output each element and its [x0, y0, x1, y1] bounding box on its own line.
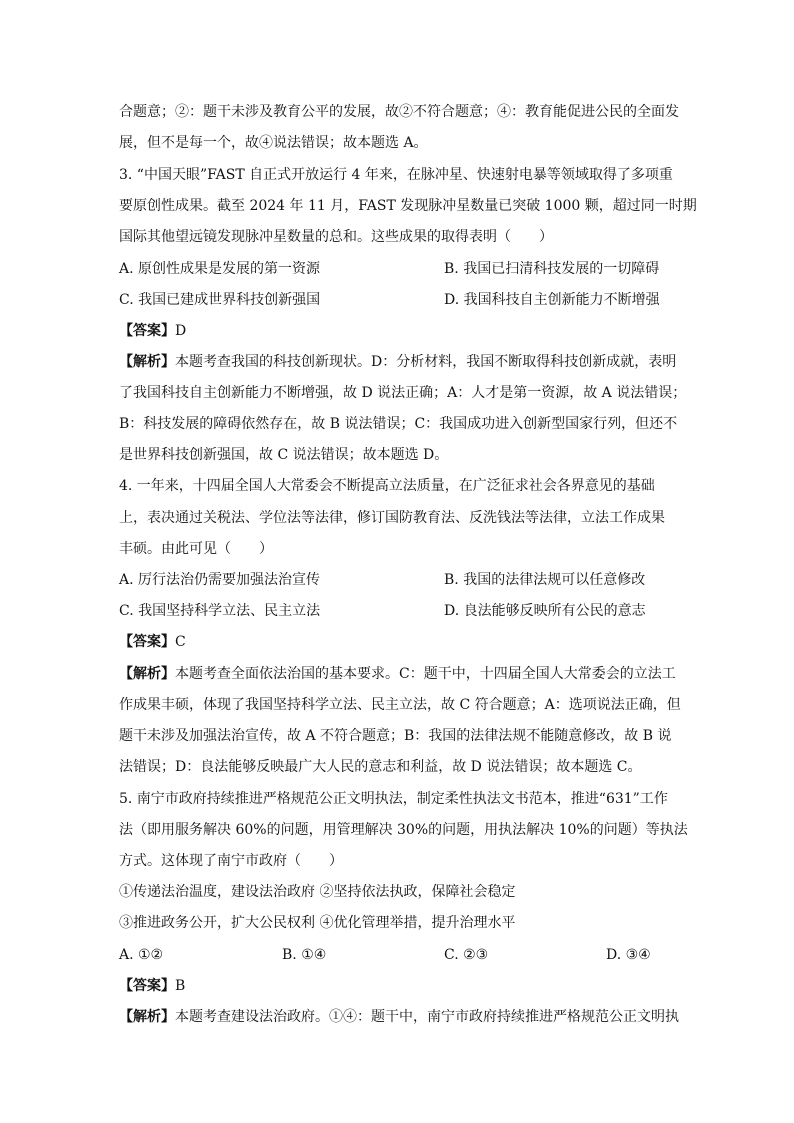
analysis-text: 本题考查建设法治政府。①④：题干中，南宁市政府持续推进严格规范公正文明执: [175, 1009, 679, 1025]
prev-analysis-line-1: 合题意；②：题干未涉及教育公平的发展，故②不符合题意；④：教育能促进公民的全面发: [119, 104, 679, 120]
q5-option-d: D. ③④: [606, 947, 651, 963]
answer-value: C: [175, 634, 186, 650]
prev-analysis-line-2: 展，但不是每一个，故④说法错误；故本题选 A。: [119, 135, 428, 151]
q3-option-a: A. 原创性成果是发展的第一资源: [119, 261, 321, 277]
q5-analysis-line-1: [119, 1008, 679, 1026]
q5-statement-line-2: ③推进政务公开，扩大公民权利 ④优化管理举措，提升治理水平: [119, 915, 516, 931]
answer-label: 【答案】: [119, 634, 175, 650]
q3-analysis-line-4: 是世界科技创新强国，故 C 说法错误；故本题选 D。: [119, 447, 449, 463]
q4-stem-line-3: 丰硕。由此可见（ ）: [119, 541, 273, 557]
q5-answer: [119, 977, 185, 995]
answer-label: 【答案】: [119, 323, 175, 339]
q3-analysis-line-3: B：科技发展的障碍依然存在，故 B 说法错误；C：我国成功进入创新型国家行列，但还不: [119, 416, 678, 432]
answer-value: B: [175, 978, 186, 994]
q4-stem-line-2: 上，表决通过关税法、学位法等法律，修订国防教育法、反洗钱法等法律，立法工作成果: [119, 510, 665, 526]
q3-stem-line-3: 国际其他望远镜发现脉冲星数量的总和。这些成果的取得表明（ ）: [119, 229, 553, 245]
q3-option-c: C. 我国已建成世界科技创新强国: [119, 292, 321, 308]
q4-option-c: C. 我国坚持科学立法、民主立法: [119, 603, 321, 619]
q4-analysis-line-3: 题干未涉及加强法治宣传，故 A 不符合题意；B：我国的法律法规不能随意修改，故 B 说: [119, 728, 672, 744]
q3-analysis-line-1: [119, 353, 676, 371]
q3-analysis-line-2: 了我国科技自主创新能力不断增强，故 D 说法正确；A：人才是第一资源，故 A 说法错误；: [119, 385, 687, 401]
q4-analysis-line-4: 法错误；D：良法能够反映最广大人民的意志和利益，故 D 说法错误；故本题选 C。: [119, 759, 642, 775]
q5-option-b: B. ①④: [282, 947, 327, 963]
q4-analysis-line-2: 作成果丰硕，体现了我国坚持科学立法、民主立法，故 C 符合题意；A：选项说法正确，但: [119, 697, 681, 713]
q5-stem-line-3: 方式。这体现了南宁市政府（ ）: [119, 853, 343, 869]
q5-option-c: C. ②③: [444, 947, 489, 963]
q3-option-d: D. 我国科技自主创新能力不断增强: [444, 292, 660, 308]
q5-stem-line-1: 5. 南宁市政府持续推进严格规范公正文明执法，制定柔性执法文书范本，推进“631”工作: [119, 791, 668, 807]
analysis-label: 【解析】: [119, 666, 175, 682]
q3-stem-line-2: 要原创性成果。截至 2024 年 11 月，FAST 发现脉冲星数量已突破 1000 颗，超过同一时期: [119, 198, 697, 214]
analysis-label: 【解析】: [119, 354, 175, 370]
q5-statement-line-1: ①传递法治温度，建设法治政府 ②坚持依法执政，保障社会稳定: [119, 884, 516, 900]
q5-option-a: A. ①②: [119, 947, 164, 963]
q4-option-a: A. 厉行法治仍需要加强法治宣传: [119, 572, 321, 588]
analysis-label: 【解析】: [119, 1009, 175, 1025]
q5-stem-line-2: 法（即用服务解决 60%的问题，用管理解决 30%的问题，用执法解决 10%的问题）等执法: [119, 822, 688, 838]
q4-answer: [119, 633, 186, 651]
q3-stem-line-1: 3. “中国天眼”FAST 自正式开放运行 4 年来，在脉冲星、快速射电暴等领域取得了多项重: [119, 167, 673, 183]
q3-option-b: B. 我国已扫清科技发展的一切障碍: [444, 261, 660, 277]
q4-analysis-line-1: [119, 665, 676, 683]
q4-option-b: B. 我国的法律法规可以任意修改: [444, 572, 646, 588]
q3-answer: [119, 322, 186, 340]
q4-option-d: D. 良法能够反映所有公民的意志: [444, 603, 646, 619]
analysis-text: 本题考查我国的科技创新现状。D：分析材料，我国不断取得科技创新成就，表明: [175, 354, 677, 370]
answer-label: 【答案】: [119, 978, 175, 994]
analysis-text: 本题考查全面依法治国的基本要求。C：题干中，十四届全国人大常委会的立法工: [175, 666, 676, 682]
answer-value: D: [175, 323, 187, 339]
q4-stem-line-1: 4. 一年来，十四届全国人大常委会不断提高立法质量，在广泛征求社会各界意见的基础: [119, 478, 655, 494]
